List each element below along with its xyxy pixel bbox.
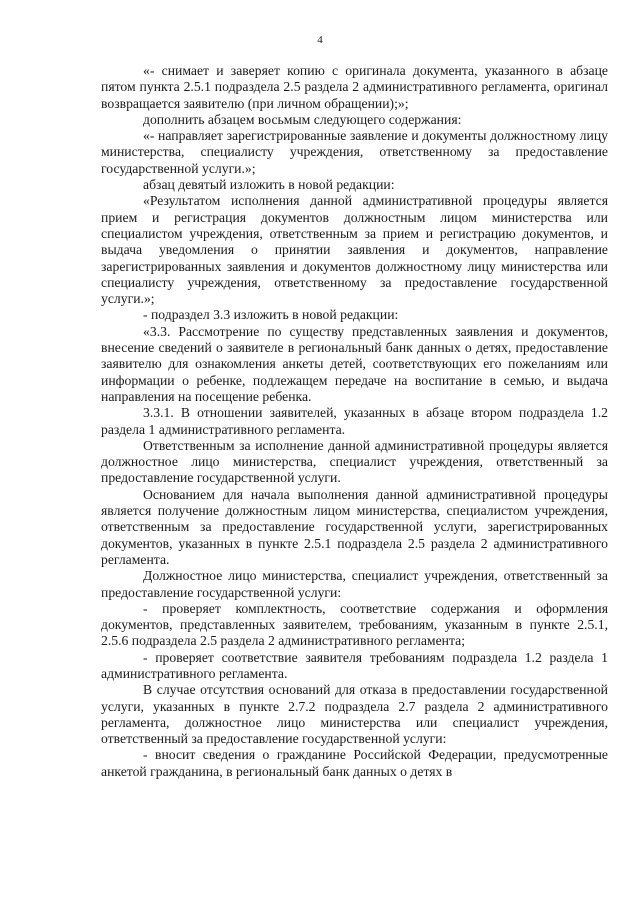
paragraph: Основанием для начала выполнения данной административной процедуры является получение должностным лицом министерства, специалистом учреждения, ответственным за предоставление государственной услуги, зарегистрированных документов, указанных в пункте 2.5.1 подраздела 2.5 раздела 2 административного регламента. [101,486,608,567]
paragraph: «3.3. Рассмотрение по существу представленных заявления и документов, внесение сведений о заявителе в региональный банк данных о детях, предоставление заявителю для ознакомления анкеты детей, соответствующих его пожеланиям или информации о ребенке, подлежащем передаче на воспитание в семью, и выдача направления на посещение ребенка. [101,323,608,404]
paragraph: «- направляет зарегистрированные заявление и документы должностному лицу министерства, специалисту учреждения, ответственному за предоставление государственной услуги.»; [101,128,608,176]
paragraph: абзац девятый изложить в новой редакции: [143,177,395,193]
paragraph: - проверяет комплектность, соответствие содержания и оформления документов, представленных заявителем, требованиям, указанным в пункте 2.5.1, 2.5.6 подраздела 2.5 раздела 2 административного регламента; [101,600,608,649]
page-number: 4 [317,34,323,46]
paragraph: 3.3.1. В отношении заявителей, указанных в абзаце втором подраздела 1.2 раздела 1 административного регламента. [101,405,608,437]
paragraph: «- снимает и заверяет копию с оригинала документа, указанного в абзаце пятом пункта 2.5.1 подраздела 2.5 раздела 2 административного регламента, оригинал возвращается заявителю (при личном обращении);»; [101,63,608,111]
paragraph: «Результатом исполнения данной административной процедуры является прием и регистрация документов должностным лицом министерства или специалистом учреждения, ответственным за прием и регистрацию документов, и выдача уведомления о принятии заявления и документов, направление зарегистрированных заявления и документов должностному лицу министерства или специалисту учреждения, ответственному за предоставление государственной услуги.»; [101,193,608,307]
paragraph: В случае отсутствия оснований для отказа в предоставлении государственной услуги, указанных в пункте 2.7.2 подраздела 2.7 раздела 2 административного регламента, должностное лицо министерства или специалист учреждения, ответственный за предоставление государственной услуги: [101,682,608,747]
paragraph: дополнить абзацем восьмым следующего содержания: [143,111,462,127]
paragraph: - вносит сведения о гражданине Российской Федерации, предусмотренные анкетой гражданина, в региональный банк данных о детях в [101,747,608,779]
paragraph: - проверяет соответствие заявителя требованиям подраздела 1.2 раздела 1 административного регламента. [101,649,608,681]
document-body [101,63,608,780]
paragraph: Должностное лицо министерства, специалист учреждения, ответственный за предоставление государственной услуги: [101,568,608,600]
paragraph: Ответственным за исполнение данной административной процедуры является должностное лицо министерства, специалист учреждения, ответственный за предоставление государственной услуги. [101,437,608,486]
paragraph: - подраздел 3.3 изложить в новой редакции: [143,307,399,323]
